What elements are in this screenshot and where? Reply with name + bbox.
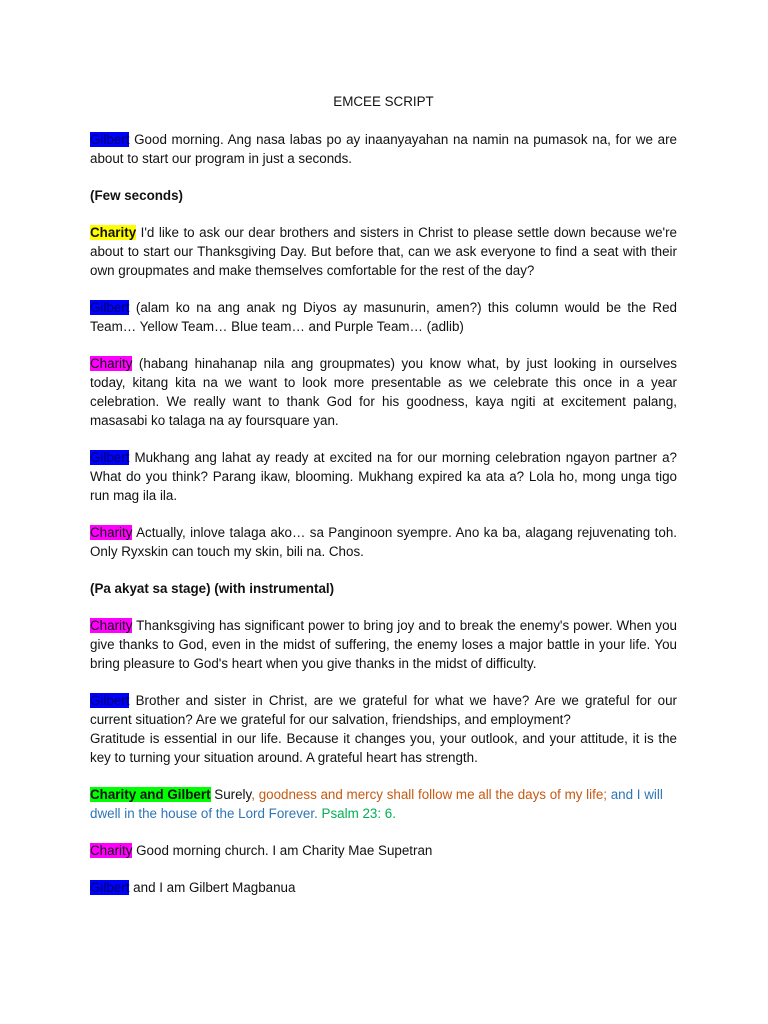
period: . — [314, 806, 322, 821]
line-6 — [90, 523, 677, 561]
comma: , — [251, 787, 259, 802]
line-1 — [90, 130, 677, 168]
line-text: Good morning. Ang nasa labas po ay inaanyayahan na namin na pumasok na, for we are about to start our program in just a seconds. — [90, 132, 677, 166]
line-8 — [90, 691, 677, 767]
line-7 — [90, 616, 677, 673]
line-text-continued: Gratitude is essential in our life. Because it changes you, your outlook, and your attitude, it is the key to turning your situation around. A grateful heart has strength. — [90, 731, 677, 765]
speaker-gilbert: Gilbert — [90, 693, 130, 708]
line-5 — [90, 448, 677, 505]
line-text: Brother and sister in Christ, are we grateful for what we have? Are we grateful for our current situation? Are we grateful for our salvation, friendships, and employment? — [90, 693, 677, 727]
line-text: (habang hinahanap nila ang groupmates) you know what, by just looking in ourselves today, kitang kita na we want to look more presentable as we celebrate this once in a year celebration. We really want to thank God for his goodness, kaya ngiti at excitement palang, masasabi ko talaga na ay foursquare yan. — [90, 356, 677, 428]
speaker-charity: Charity — [90, 618, 133, 633]
line-text: Thanksgiving has significant power to bring joy and to break the enemy's power. When you give thanks to God, even in the midst of suffering, the enemy loses a major battle in your life. You bring pleasure to God's heart when you give thanks in the midst of difficulty. — [90, 618, 677, 671]
line-4 — [90, 354, 677, 430]
line-text: Actually, inlove talaga ako… sa Panginoon syempre. Ano ka ba, alagang rejuvenating toh. Only Ryxskin can touch my skin, bili na. Chos. — [90, 525, 677, 559]
line-text: Mukhang ang lahat ay ready at excited na for our morning celebration ngayon partner a? What do you think? Parang ikaw, blooming. Mukhang expired ka ata a? Lola ho, mong unga tigo run mag ila ila. — [90, 450, 677, 503]
line-text: Surely — [210, 787, 252, 802]
stage-direction-2 — [90, 579, 677, 598]
line-11 — [90, 878, 677, 897]
line-text: and I am Gilbert Magbanua — [129, 880, 296, 895]
stage-direction-1 — [90, 186, 677, 205]
line-2 — [90, 223, 677, 280]
line-text: Good morning church. I am Charity Mae Supetran — [132, 843, 433, 858]
document-page — [90, 92, 677, 915]
speaker-gilbert: Gilbert — [90, 132, 130, 147]
line-text: I'd like to ask our dear brothers and sisters in Christ to please settle down because we're about to start our Thanksgiving Day. But before that, can we ask everyone to find a seat with their own groupmates and make themselves comfortable for the rest of the day? — [90, 225, 677, 278]
stage-text: (Few seconds) — [90, 188, 184, 203]
verse-part-blue: and I will dwell in the house of the Lord Forever — [90, 787, 663, 821]
speaker-charity: Charity — [90, 525, 133, 540]
document-title: EMCEE SCRIPT — [333, 94, 434, 109]
speaker-charity-and-gilbert: Charity and Gilbert — [90, 787, 211, 802]
speaker-gilbert: Gilbert — [90, 880, 130, 895]
speaker-gilbert: Gilbert — [90, 300, 130, 315]
speaker-charity: Charity — [90, 843, 133, 858]
speaker-charity: Charity — [90, 356, 133, 371]
speaker-charity: Charity — [90, 225, 137, 240]
line-9 — [90, 785, 677, 823]
line-3 — [90, 298, 677, 336]
speaker-gilbert: Gilbert — [90, 450, 130, 465]
verse-reference: Psalm 23: 6. — [321, 806, 396, 821]
verse-part-orange: goodness and mercy shall follow me all the days of my life; — [258, 787, 608, 802]
line-text: (alam ko na ang anak ng Diyos ay masunurin, amen?) this column would be the Red Team… Yellow Team… Blue team… and Purple Team… (adlib) — [90, 300, 677, 334]
line-10 — [90, 841, 677, 860]
stage-text: (Pa akyat sa stage) (with instrumental) — [90, 581, 335, 596]
